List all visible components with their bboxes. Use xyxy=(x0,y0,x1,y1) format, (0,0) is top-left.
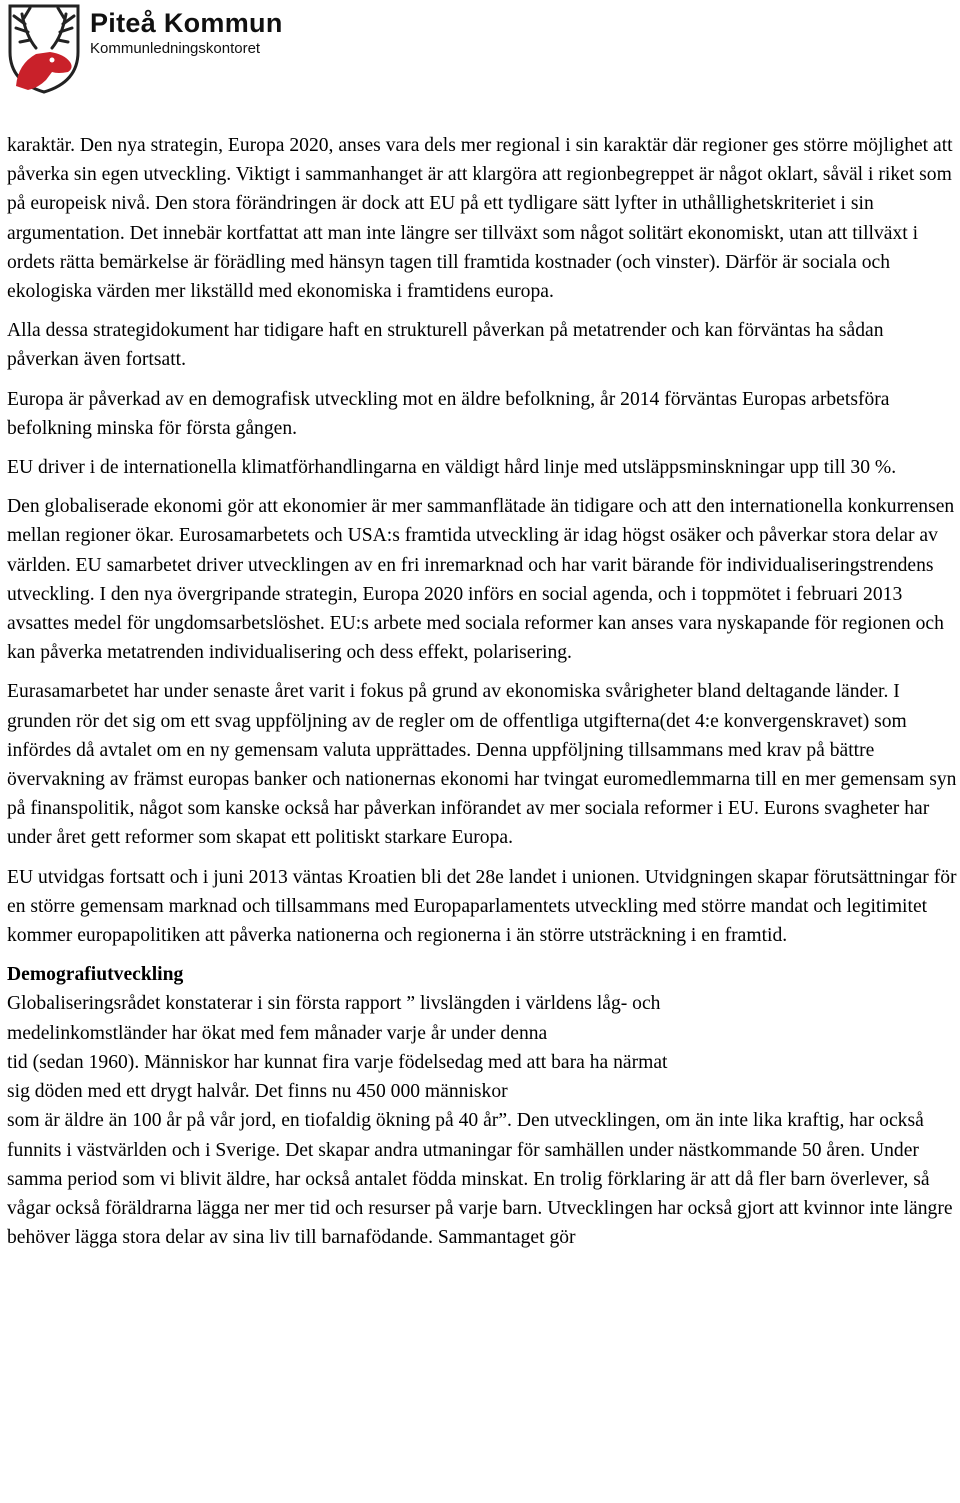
section-line: sig döden med ett drygt halvår. Det finns nu 450 000 människor xyxy=(7,1081,508,1103)
paragraph: Eurasamarbetet har under senaste året varit i fokus på grund av ekonomiska svårigheter bland deltagande länder. I grunden rör det sig om ett svag uppföljning av de regler om de offentliga utgifterna(det 4:e konvergenskravet) som infördes då avtalet om en ny gemensam valuta upprättades. Denna uppföljning tillsammans med krav på bättre övervakning av främst europas banker och nationernas ekonomi har tvingat euromedlemmarna till en mer gemensam syn på finanspolitik, något som kanske också har påverkan införandet av mer sociala reformer i EU. Eurons svagheter har under året gett reformer som skapat ett politiskt starkare Europa. xyxy=(7,681,957,849)
section-heading: Demografiutveckling xyxy=(7,964,184,986)
organization-name: Piteå Kommun xyxy=(90,8,283,38)
section-line: medelinkomstländer har ökat med fem månader varje år under denna xyxy=(7,1022,548,1044)
letterhead xyxy=(6,2,283,94)
document-body xyxy=(7,131,959,1252)
paragraph: karaktär. Den nya strategin, Europa 2020, anses vara dels mer regional i sin karaktär där regioner ges större möjlighet att påverka sin egen utveckling. Viktigt i sammanhanget är att klargöra att regionbegreppet är något oklart, såväl i riket som på europeisk nivå. Den stora förändringen är dock att EU på ett tydligare sätt lyfter in uthållighetskriteriet i sin argumentation. Det innebär kortfattat att man inte längre ser tillväxt som något solitärt ekonomiskt, utan att tillväxt i ordets rätta bemärkelse är förädling med hänsyn tagen till framtida kostnader (och vinster). Därför är sociala och ekologiska värden mer likställd med ekonomiska i framtidens europa. xyxy=(7,135,953,303)
paragraph: EU driver i de internationella klimatförhandlingarna en väldigt hård linje med utsläppsminskningar upp till 30 %. xyxy=(7,457,897,479)
paragraph: Europa är påverkad av en demografisk utveckling mot en äldre befolkning, år 2014 förväntas Europas arbetsföra befolkning minska för första gången. xyxy=(7,388,890,439)
pitea-reindeer-logo-icon xyxy=(6,2,82,94)
section-line: Globaliseringsrådet konstaterar i sin första rapport ” livslängden i världens låg- och xyxy=(7,993,661,1015)
paragraph: Alla dessa strategidokument har tidigare haft en strukturell påverkan på metatrender och kan förväntas ha sådan påverkan även fortsatt. xyxy=(7,320,884,371)
section-line: som är äldre än 100 år på vår jord, en tiofaldig ökning på 40 år”. Den utvecklingen, om än inte lika kraftig, har också funnits i västvärlden och i Sverige. Det skapar andra utmaningar för samhällen under nästkommande 50 åren. Under samma period som vi blivit äldre, har också antalet födda minskat. En trolig förklaring är att då fler barn överlever, så vågar också föräldrarna lägga ner mer tid och resurser på varje barn. Utvecklingen har också gjort att kvinnor inte längre behöver lägga stora delar av sina liv till barnafödande. Sammantaget gör xyxy=(7,1110,953,1249)
paragraph: Den globaliserade ekonomi gör att ekonomier är mer sammanflätade än tidigare och att den internationella konkurrensen mellan regioner ökar. Eurosamarbetets och USA:s framtida utveckling är idag högst osäker och påverkar stora delar av världen. EU samarbetet driver utvecklingen av en fri inremarknad och har varit bärande för individualiseringstrendens utveckling. I den nya övergripande strategin, Europa 2020 införs en social agenda, och i toppmötet i februari 2013 avsattes medel för ungdomsarbetslöshet. EU:s arbete med sociala reformer kan anses vara nyskapande för regionen och kan påverka metatrenden individualisering och dess effekt, polarisering. xyxy=(7,496,955,664)
paragraph: EU utvidgas fortsatt och i juni 2013 väntas Kroatien bli det 28e landet i unionen. Utvidgningen skapar förutsättningar för en större gemensam marknad och tillsammans med Europaparlamentets utveckling med större mandat och legitimitet kommer europapolitiken att påverka nationerna och regionerna i än större utsträckning i en framtid. xyxy=(7,866,957,947)
section-line: tid (sedan 1960). Människor har kunnat fira varje födelsedag med att bara ha närmat xyxy=(7,1051,668,1073)
organization-unit: Kommunledningskontoret xyxy=(90,40,261,57)
